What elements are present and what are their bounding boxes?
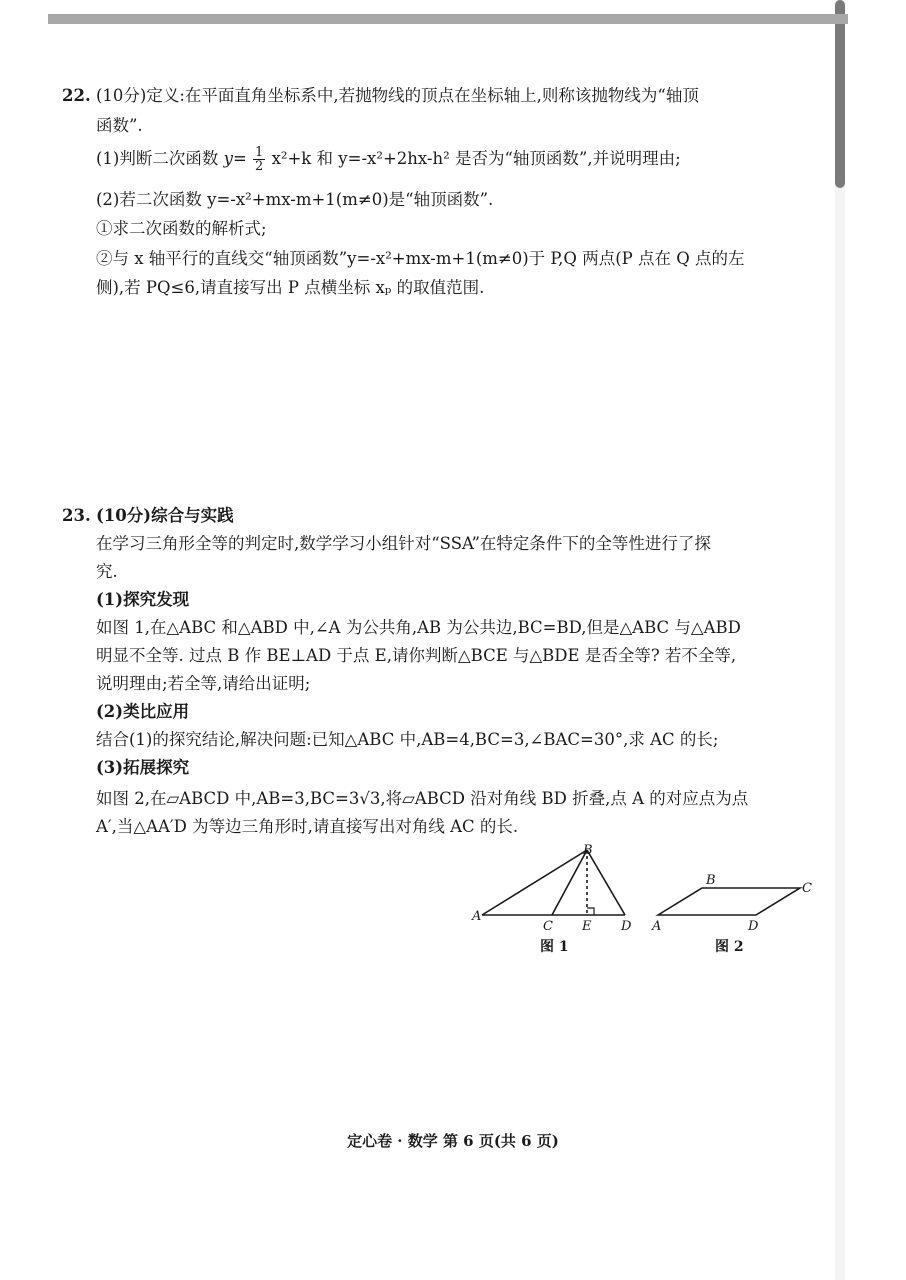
label-C: C	[543, 919, 553, 934]
segment-AB	[482, 850, 587, 915]
q23-section3-line2: A′,当△AA′D 为等边三角形时,请直接写出对角线 AC 的长.	[96, 817, 519, 836]
label-D: D	[621, 919, 632, 934]
q22-part1-prefix: (1)判断二次函数	[96, 149, 219, 168]
q23-intro-line1: 在学习三角形全等的判定时,数学学习小组针对“SSA”在特定条件下的全等性进行了探	[96, 534, 711, 553]
label-D: D	[748, 919, 759, 934]
q22-part2-ii-line1: ②与 x 轴平行的直线交“轴顶函数”y=-x²+mx-m+1(m≠0)于 P,Q 两点(P 点在 Q 点的左	[96, 249, 745, 268]
label-C: C	[802, 881, 812, 896]
q23-section1-title: (1)探究发现	[96, 590, 190, 609]
segment-BD	[587, 850, 625, 915]
q23-section1-line2: 明显不全等. 过点 B 作 BE⊥AD 于点 E,请你判断△BCE 与△BDE 是否全等? 若不全等,	[96, 646, 737, 665]
figure1-caption: 图 1	[540, 939, 569, 955]
segment-BC	[552, 850, 587, 915]
label-A: A	[652, 919, 662, 934]
label-B: B	[583, 843, 593, 858]
q23-section1-line1: 如图 1,在△ABC 和△ABD 中,∠A 为公共角,AB 为公共边,BC=BD,但是△ABC 与△ABD	[96, 618, 741, 637]
fraction-denominator: 2	[255, 159, 264, 174]
label-B: B	[706, 873, 716, 888]
scrollbar-thumb[interactable]	[835, 0, 845, 188]
q22-part1-rest: x²+k 和 y=-x²+2hx-h² 是否为“轴顶函数”,并说明理由;	[271, 149, 681, 168]
q23-section2-title: (2)类比应用	[96, 702, 190, 721]
q22-part1-fraction	[253, 146, 265, 173]
q22-part1-y: y=	[223, 149, 247, 168]
q23-section3-title: (3)拓展探究	[96, 758, 190, 777]
label-E: E	[582, 919, 592, 934]
q22-part1	[96, 146, 681, 173]
q23-intro-line2: 究.	[96, 562, 118, 581]
q23-section1-line3: 说明理由;若全等,请给出证明;	[96, 674, 311, 693]
q23-section2-line1: 结合(1)的探究结论,解决问题:已知△ABC 中,AB=4,BC=3,∠BAC=30°,求 AC 的长;	[96, 730, 719, 749]
scrollbar-track[interactable]	[835, 0, 845, 1280]
q22-definition-line1: (10分)定义:在平面直角坐标系中,若抛物线的顶点在坐标轴上,则称该抛物线为“轴顶	[96, 86, 699, 105]
parallelogram-ABCD	[658, 888, 800, 915]
fraction-numerator: 1	[255, 145, 264, 160]
figure2-caption: 图 2	[715, 939, 744, 955]
q22-definition-line2: 函数”.	[96, 116, 143, 135]
q23-title: (10分)综合与实践	[96, 506, 234, 525]
right-angle-mark	[587, 908, 594, 915]
q22-number: 22.	[62, 86, 91, 105]
q23-section3-line1: 如图 2,在▱ABCD 中,AB=3,BC=3√3,将▱ABCD 沿对角线 BD 折叠,点 A 的对应点为点	[96, 789, 749, 808]
figure2-parallelogram-diagram	[650, 870, 820, 935]
q22-part2: (2)若二次函数 y=-x²+mx-m+1(m≠0)是“轴顶函数”.	[96, 190, 494, 209]
q23-number: 23.	[62, 506, 91, 525]
label-A: A	[472, 909, 482, 924]
figure1-triangle-diagram	[470, 840, 640, 935]
q22-part2-i: ①求二次函数的解析式;	[96, 219, 267, 238]
top-divider-bar	[48, 14, 848, 24]
page-footer: 定心卷 · 数学 第 6 页(共 6 页)	[347, 1132, 559, 1150]
q22-part2-ii-line2: 侧),若 PQ≤6,请直接写出 P 点横坐标 xₚ 的取值范围.	[96, 278, 485, 297]
